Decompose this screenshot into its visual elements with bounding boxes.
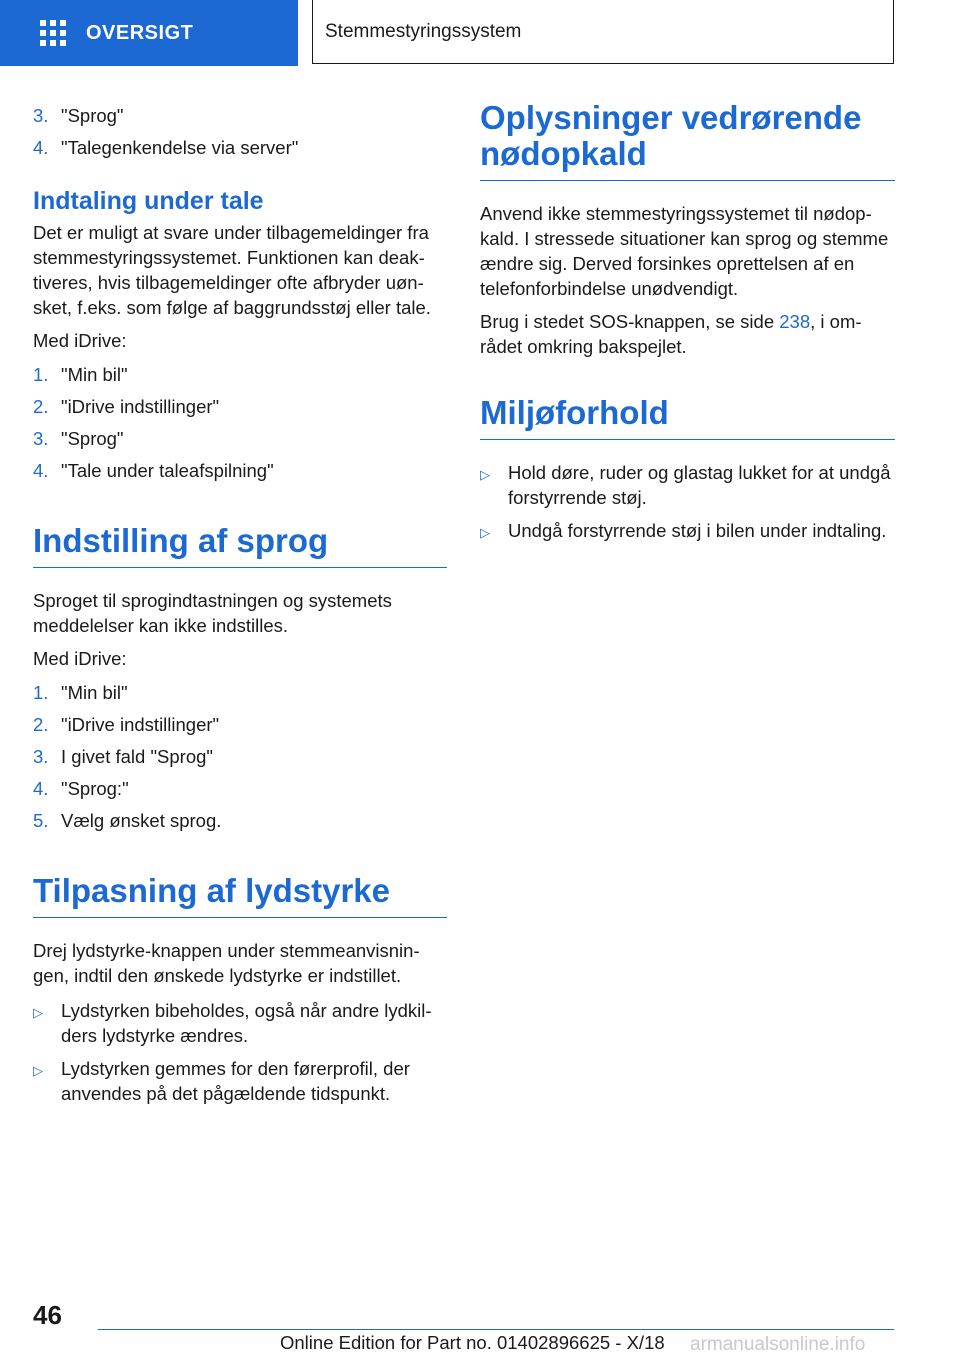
list-item: 5. Vælg ønsket sprog. — [33, 810, 222, 831]
med-idrive-label: Med iDrive: — [33, 648, 127, 669]
bullets-miljo — [480, 460, 895, 545]
list-tale — [33, 359, 447, 487]
list-item: ▷ Lydstyrken bibeholdes, også når andre lydkilders lydstyrke ændres. — [33, 1000, 432, 1046]
list-item: 4. "Talegenkendelse via server" — [33, 137, 299, 158]
watermark: armanualsonline.info — [690, 1334, 866, 1355]
list-item: 2. "iDrive indstillinger" — [33, 396, 220, 417]
list-item: 2. "iDrive indstillinger" — [33, 714, 220, 735]
heading-lydstyrke: Tilpasning af lydstyrke — [33, 873, 447, 918]
list-item: 3. "Sprog" — [33, 428, 124, 449]
heading-indtaling: Indtaling under tale — [33, 187, 264, 215]
list-item: 4. "Tale under taleafspilning" — [33, 460, 274, 481]
triangle-bullet-icon: ▷ — [33, 1063, 43, 1078]
list-item: 1. "Min bil" — [33, 682, 128, 703]
paragraph-indtaling: Det er muligt at svare under tilbagemeldinger fra stemmestyringssystemet. Funktionen kan deaktiveres, hvis tilbagemeldinger ofte afbryder uønsket, f.eks. som følge af baggrundsstøj eller tale. — [33, 222, 431, 318]
heading-sprog: Indstilling af sprog — [33, 523, 447, 568]
list-item: 3. "Sprog" — [33, 105, 124, 126]
list-item: ▷ Undgå forstyrrende støj i bilen under indtaling. — [480, 518, 895, 545]
triangle-bullet-icon: ▷ — [480, 467, 490, 482]
page-link-238[interactable]: 238 — [779, 311, 811, 332]
section-title: Stemmestyringssystem — [312, 0, 894, 64]
footer-edition: Online Edition for Part no. 01402896625 - X/18 — [280, 1332, 665, 1353]
overview-tab[interactable] — [0, 0, 298, 66]
med-idrive-label: Med iDrive: — [33, 330, 127, 351]
list-sprog — [33, 677, 447, 837]
heading-nodopkald: Oplysninger vedrørende nødopkald — [480, 100, 895, 181]
page-number: 46 — [33, 1300, 62, 1330]
overview-tab-label: OVERSIGT — [86, 21, 194, 44]
paragraph-nodopkald: Anvend ikke stemmestyringssystemet til nødopkald. I stressede situationer kan sprog og stemme ændre sig. Derved forsinkes oprettelsen af en telefonforbindelse unødvendigt. — [480, 203, 889, 299]
paragraph-sos: Brug i stedet SOS-knappen, se side 238, i området omkring bakspejlet. — [480, 311, 862, 357]
triangle-bullet-icon: ▷ — [33, 1005, 43, 1020]
list-continued — [33, 100, 447, 164]
paragraph-lydstyrke: Drej lydstyrke-knappen under stemmeanvisningen, indtil den ønskede lydstyrke er indstillet. — [33, 940, 420, 986]
bullets-lydstyrke — [33, 998, 447, 1106]
list-item: ▷ Lydstyrken gemmes for den førerprofil, der anvendes på det pågældende tidspunkt. — [33, 1058, 410, 1104]
list-item: 4. "Sprog:" — [33, 778, 129, 799]
list-item: 1. "Min bil" — [33, 364, 128, 385]
list-item: 3. I givet fald "Sprog" — [33, 746, 213, 767]
heading-miljo: Miljøforhold — [480, 395, 895, 440]
footer-divider — [98, 1329, 894, 1330]
left-column — [33, 100, 447, 1114]
grid-icon — [40, 20, 66, 46]
triangle-bullet-icon: ▷ — [480, 525, 490, 540]
right-column — [480, 100, 895, 553]
paragraph-sprog: Sproget til sprogindtastningen og systemets meddelelser kan ikke indstilles. — [33, 590, 392, 636]
list-item: ▷ Hold døre, ruder og glastag lukket for at undgå forstyrrende støj. — [480, 462, 891, 508]
